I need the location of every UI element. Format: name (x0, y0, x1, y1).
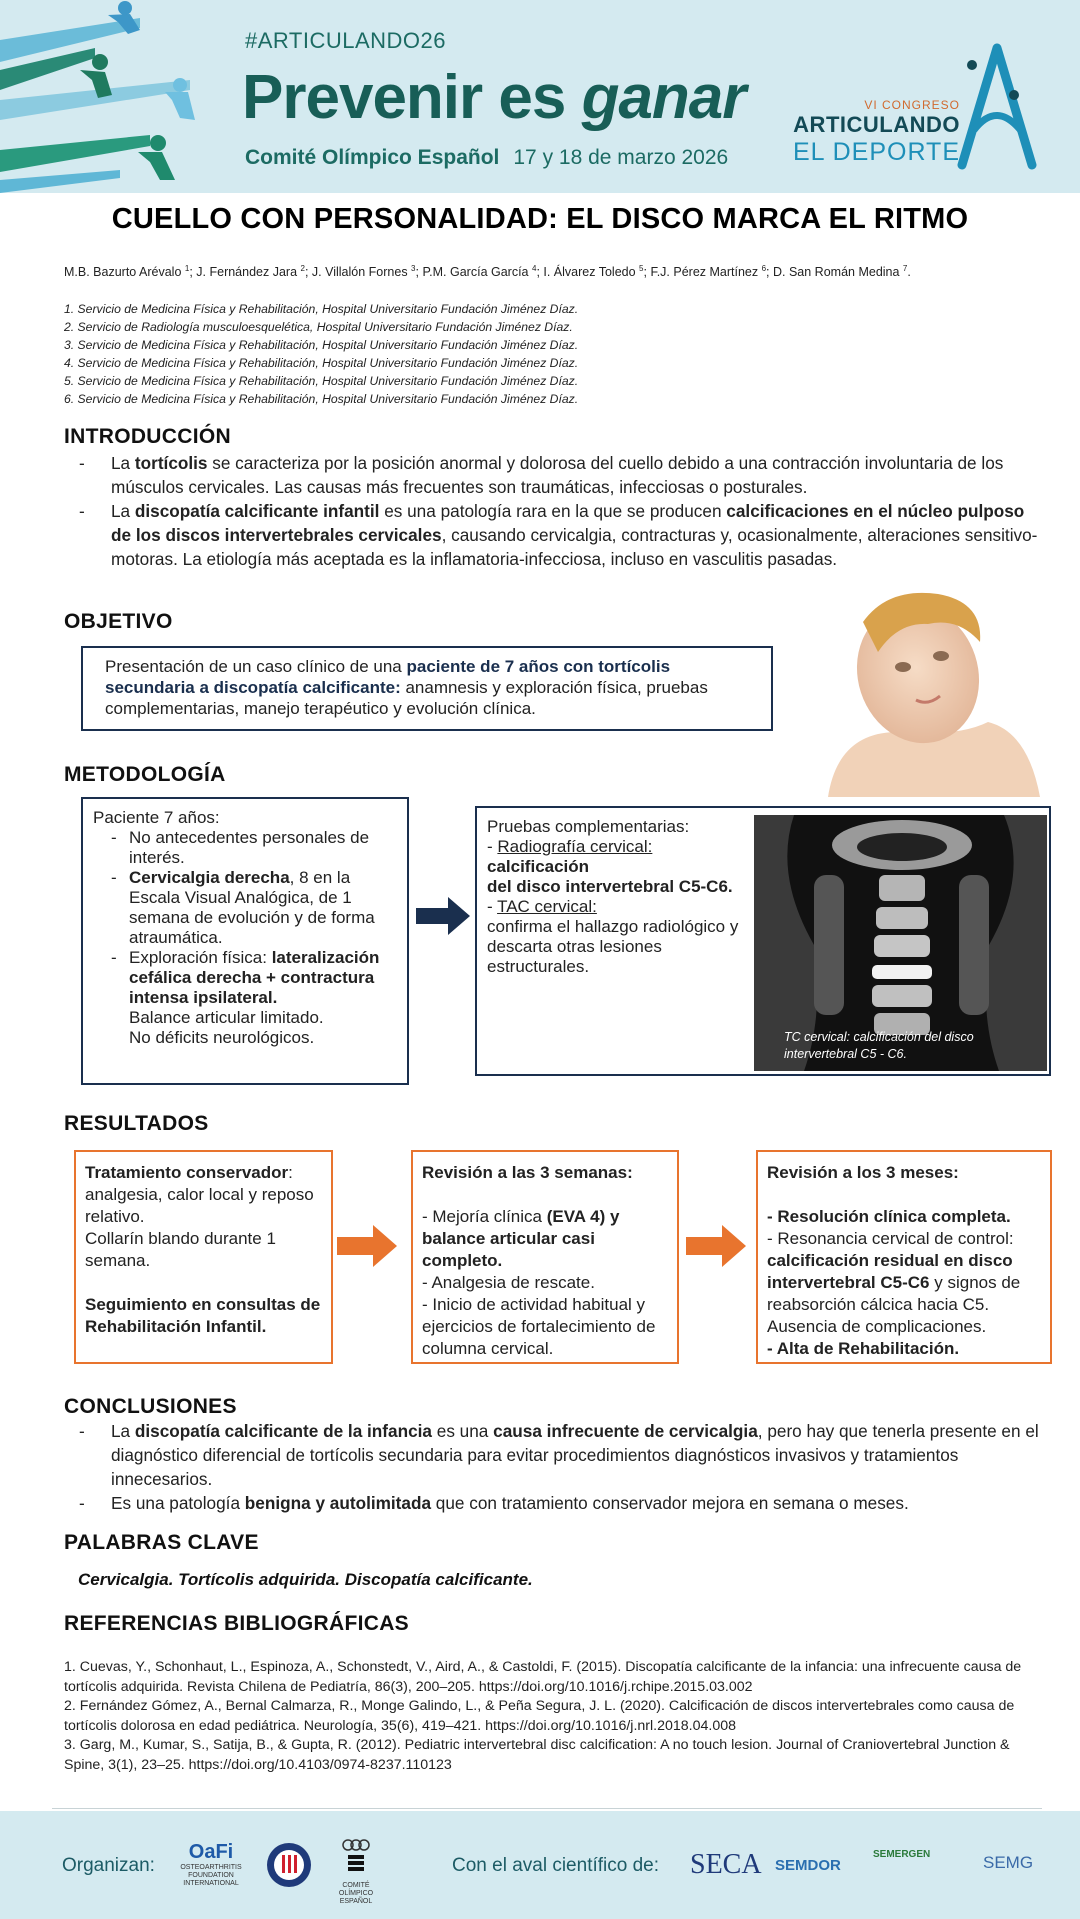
endorse-label: Con el aval científico de: (452, 1855, 660, 1876)
rx-line: - Radiografía cervical: (487, 837, 653, 856)
author-name: ; F.J. Pérez Martínez (643, 265, 762, 280)
author-name: ; J. Fernández Jara (189, 265, 301, 280)
list-item: - Es una patología benigna y autolimitada que con tratamiento conservador mejora en semana o meses. (64, 1491, 1049, 1515)
coe-logo (336, 1837, 376, 1906)
oafi-logo-sub: OSTEOARTHRITIS FOUNDATION INTERNATIONAL (180, 1864, 242, 1887)
tests-box (475, 806, 1051, 1076)
author-sup: 2 (300, 264, 305, 273)
author-name: ; P.M. García García (415, 265, 532, 280)
poster-title: CUELLO CON PERSONALIDAD: EL DISCO MARCA EL RITMO (111, 203, 969, 235)
slogan-part1: Prevenir es (242, 63, 582, 132)
author-sup: 6 (761, 264, 767, 273)
ct-caption: TC cervical: calcificación del disco intervertebral C5 - C6. (784, 1030, 974, 1061)
conclusiones-list (64, 1419, 1049, 1515)
seca-logo: SECA (690, 1849, 762, 1880)
objetivo-highlight: paciente de 7 años con tortícolis secundaria a discopatía calcificante: (105, 657, 671, 697)
affiliation-item: 2. Servicio de Radiología musculoesquelética, Hospital Universitario Fundación Jiménez Díaz. (64, 320, 573, 334)
author-sup: 7 (902, 264, 908, 273)
author-name: ; I. Álvarez Toledo (536, 265, 640, 280)
reference-item: 2. Fernández Gómez, A., Bernal Calmarza, R., Monge Galindo, L., & Peña Segura, J. L. (2020). Calcificación de discos intervertebrales como causa de tortícolis dolorosa en edad pediátrica. Neurología, 35(6), 419–421. https://doi.org/10.1016/j.nrl.2018.04.008 (64, 1698, 1015, 1734)
author-name: M.B. Bazurto Arévalo (64, 265, 185, 280)
affiliation-item: 1. Servicio de Medicina Física y Rehabilitación, Hospital Universitario Fundación Jiménez Díaz. (64, 302, 579, 316)
result-box-3-months: Revisión a los 3 meses: - Resolución clínica completa. - Resonancia cervical de control: calcificación residual en disco intervertebral C5-C6 y signos de reabsorción cálcica hacia C5. Ausencia de complicaciones. - Alta de Rehabilitación. (756, 1150, 1052, 1364)
arrow-right-icon (416, 897, 470, 935)
author-name: ; J. Villalón Fornes (304, 265, 412, 280)
arrow-right-icon (686, 1225, 746, 1267)
tac-result: confirma el hallazgo radiológico y descarta otras lesiones estructurales. (487, 917, 739, 976)
patient-list (93, 828, 397, 1048)
organizer-line (245, 146, 728, 170)
tests-text (487, 817, 747, 977)
introduccion-list (64, 451, 1049, 571)
child-torticollis-illustration (808, 582, 1040, 797)
tests-title: Pruebas complementarias: (487, 817, 690, 836)
olympic-rings-icon (336, 1837, 376, 1877)
congress-logo-text (770, 98, 960, 167)
reference-item: 3. Garg, M., Kumar, S., Satija, B., & Gupta, R. (2012). Pediatric intervertebral disc calcification: A no touch lesion. Journal of Craniovertebral Junction & Spine, 3(1), 23–25. https://doi.org/10.4103/0974-8237.110123 (64, 1737, 1010, 1773)
congress-name-1: ARTICULANDO (793, 112, 960, 137)
congress-edition: VI CONGRESO (864, 98, 960, 112)
congress-name-2: EL DEPORTE (793, 138, 960, 166)
affiliation-item: 4. Servicio de Medicina Física y Rehabilitación, Hospital Universitario Fundación Jiménez Díaz. (64, 356, 579, 370)
list-item: - La discopatía calcificante de la infancia es una causa infrecuente de cervicalgia, pero hay que tenerla presente en el diagnóstico diferencial de tortícolis secundaria para evitar procedimientos diagnósticos invasivos y tratamientos innecesarios. (64, 1419, 1049, 1491)
author-sup: 5 (639, 264, 644, 273)
oafi-logo-text: OaFi (188, 1841, 234, 1863)
footer-banner (0, 1811, 1080, 1919)
organizers-label: Organizan: (62, 1855, 155, 1876)
authors-end: . (907, 265, 911, 280)
header-banner (0, 0, 1080, 193)
heading-palabras-clave: PALABRAS CLAVE (64, 1531, 259, 1554)
tac-line: - TAC cervical: (487, 897, 597, 916)
organizer-name: Comité Olímpico Español (245, 146, 500, 169)
heading-referencias: REFERENCIAS BIBLIOGRÁFICAS (64, 1612, 409, 1635)
heading-conclusiones: CONCLUSIONES (64, 1395, 237, 1418)
heading-objetivo: OBJETIVO (64, 610, 173, 633)
objetivo-text-end: anamnesis y exploración física, pruebas complementarias, manejo terapéutico y evolución clínica. (105, 678, 708, 718)
footer-divider (52, 1808, 1042, 1809)
list-item: - La discopatía calcificante infantil es una patología rara en la que se producen calcificaciones en el núcleo pulposo de los discos intervertebrales cervicales, causando cervicalgia, contracturas y, ocasionalmente, alteraciones sensitivo-motoras. La etiología más aceptada es la inflamatoria-infecciosa, incluso en vasculitis pasadas. (64, 499, 1049, 571)
objetivo-box (81, 646, 773, 731)
arrow-right-icon (337, 1225, 397, 1267)
author-sup: 3 (411, 264, 416, 273)
result-box-3-weeks: Revisión a las 3 semanas: - Mejoría clínica (EVA 4) y balance articular casi completo. - Analgesia de rescate. - Inicio de actividad habitual y ejercicios de fortalecimiento de columna cervical. (411, 1150, 679, 1364)
slogan (242, 62, 745, 133)
author-sup: 1 (184, 264, 190, 273)
heading-resultados: RESULTADOS (64, 1112, 209, 1135)
list-item: - Exploración física: lateralización cefálica derecha + contractura intensa ipsilateral. Balance articular limitado. No déficits neurológicos. (93, 948, 397, 1048)
semdor-logo: SEMDOR (775, 1857, 841, 1874)
semergen-logo: SEMERGEN (873, 1849, 931, 1860)
congress-a-logo-icon (952, 40, 1042, 175)
affiliation-item: 5. Servicio de Medicina Física y Rehabilitación, Hospital Universitario Fundación Jiménez Díaz. (64, 374, 579, 388)
heading-metodologia: METODOLOGÍA (64, 763, 226, 786)
keywords: Cervicalgia. Tortícolis adquirida. Discopatía calcificante. (78, 1570, 533, 1589)
atletico-foundation-logo-icon (265, 1841, 313, 1889)
semg-logo: SEMG (983, 1853, 1034, 1872)
affiliation-item: 6. Servicio de Medicina Física y Rehabilitación, Hospital Universitario Fundación Jiménez Díaz. (64, 392, 579, 406)
event-dates: 17 y 18 de marzo 2026 (513, 146, 729, 169)
list-item: - No antecedentes personales de interés. (93, 828, 397, 868)
reference-item: 1. Cuevas, Y., Schonhaut, L., Espinoza, A., Schonstedt, V., Aird, A., & Castoldi, F. (2015). Discopatía calcificante de la infancia: una infrecuente causa de tortícolis adquirida. Revista Chilena de Pediatría, 86(3), 200–205. https://doi.org/10.1016/j.rchipe.2015.03.002 (64, 1659, 1022, 1695)
objetivo-text: Presentación de un caso clínico de una (105, 657, 407, 676)
heading-introduccion: INTRODUCCIÓN (64, 425, 231, 448)
ct-scan-image (754, 815, 1047, 1071)
author-sup: 4 (531, 264, 537, 273)
oafi-logo (180, 1841, 242, 1888)
list-item: - Cervicalgia derecha, 8 en la Escala Visual Analógica, de 1 semana de evolución y de forma atraumática. (93, 868, 397, 948)
coe-logo-sub: COMITÉ OLÍMPICO ESPAÑOL (338, 1882, 374, 1905)
result-box-treatment: Tratamiento conservador: analgesia, calor local y reposo relativo. Collarín blando durante 1 semana. Seguimiento en consultas de Rehabilitación Infantil. (74, 1150, 333, 1364)
patient-title: Paciente 7 años: (93, 808, 220, 827)
slogan-part2: ganar (581, 63, 746, 132)
author-name: ; D. San Román Medina (766, 265, 903, 280)
list-item: - La tortícolis se caracteriza por la posición anormal y dolorosa del cuello debido a una contracción involuntaria de los músculos cervicales. Las causas más frecuentes son traumáticas, infecciosas o posturales. (64, 451, 1049, 499)
patient-box (81, 797, 409, 1085)
references-list (64, 1658, 1039, 1775)
authors-line (64, 264, 1044, 279)
hashtag: #ARTICULANDO26 (245, 28, 446, 53)
rx-result: calcificación del disco intervertebral C5-C6. (487, 857, 733, 896)
affiliation-item: 3. Servicio de Medicina Física y Rehabilitación, Hospital Universitario Fundación Jiménez Díaz. (64, 338, 579, 352)
athletes-illustration (0, 0, 235, 193)
affiliations (64, 300, 964, 408)
